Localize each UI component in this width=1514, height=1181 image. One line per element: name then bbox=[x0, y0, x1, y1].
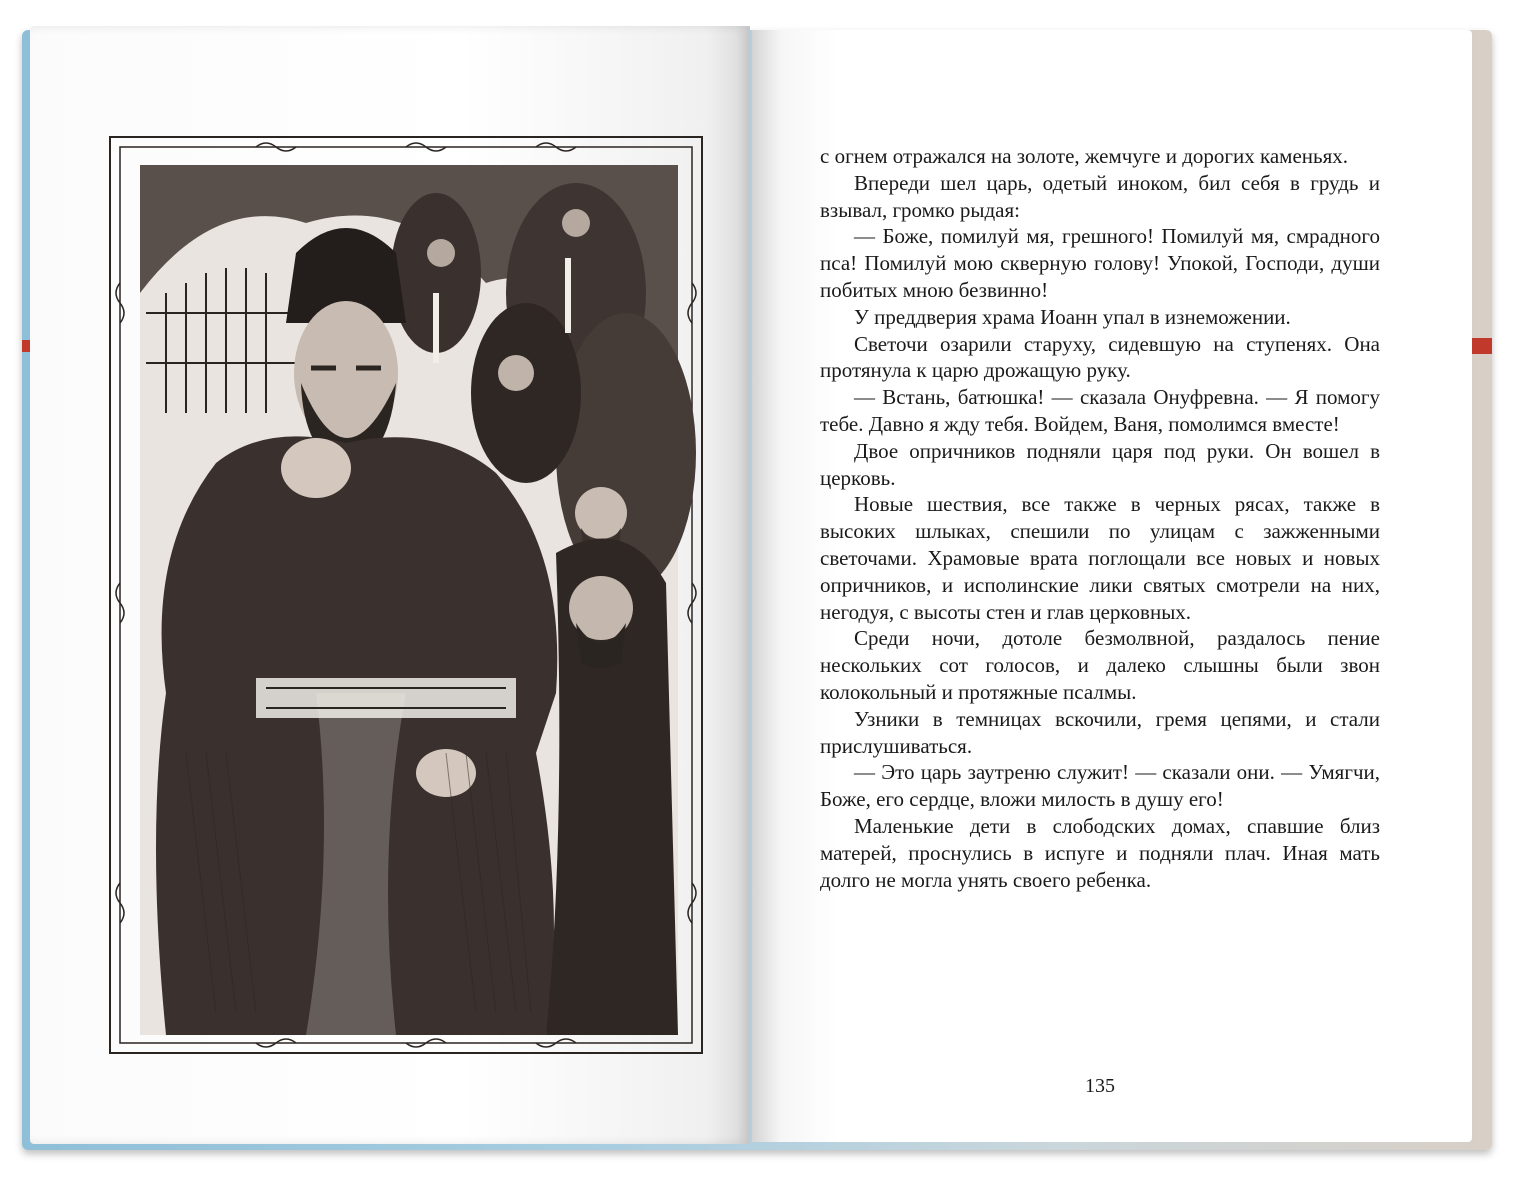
paragraph: Новые шествия, все также в черных рясах, также в высоких шлыках, спешили по улицам с зажженными светочами. Храмовые врата поглощали все новых и новых опричников, и исполинские лики святых смотрели на них, негодуя, с высоты стен и глав церковных. bbox=[820, 492, 1380, 624]
paragraph: У преддверия храма Иоанн упал в изнеможении. bbox=[854, 304, 1291, 329]
paragraph: — Это царь заутреню служит! — сказали они. — Умягчи, Боже, его сердце, вложи милость в душу его! bbox=[820, 760, 1380, 812]
paragraph: — Боже, помилуй мя, грешного! Помилуй мя, смрадного пса! Помилуй мою скверную голову! Упокой, Господи, души побитых мною безвинно! bbox=[820, 224, 1380, 302]
paragraph: — Встань, батюшка! — сказала Онуфревна. — Я помогу тебе. Давно я жду тебя. Войдем, Ваня, помолимся вместе! bbox=[820, 385, 1380, 436]
paragraph: с огнем отражался на золоте, жемчуге и дорогих каменьях. bbox=[820, 144, 1349, 168]
paragraph: Маленькие дети в слободских домах, спавшие близ матерей, проснулись в испуге и подняли плач. Иная мать долго не могла унять своего ребенка. bbox=[820, 813, 1380, 892]
cover-stripe bbox=[1470, 338, 1492, 354]
paragraph: Узники в темницах вскочили, гремя цепями, и стали прислушиваться. bbox=[820, 706, 1380, 758]
paragraph: Впереди шел царь, одетый иноком, бил себя в грудь и взывал, громко рыдая: bbox=[820, 170, 1380, 222]
paragraph: Двое опричников подняли царя под руки. Он вошел в церковь. bbox=[820, 438, 1380, 490]
paragraph: Светочи озарили старуху, сидевшую на ступенях. Она протянула к царю дрожащую руку. bbox=[820, 331, 1380, 383]
engraved-illustration bbox=[106, 133, 706, 1058]
page-number: 135 bbox=[1085, 1075, 1115, 1097]
paragraph: Среди ночи, дотоле безмолвной, раздалось пение нескольких сот голосов, и далеко слышны были звон колокольный и протяжные псалмы. bbox=[820, 626, 1380, 704]
page-text bbox=[820, 143, 1380, 893]
